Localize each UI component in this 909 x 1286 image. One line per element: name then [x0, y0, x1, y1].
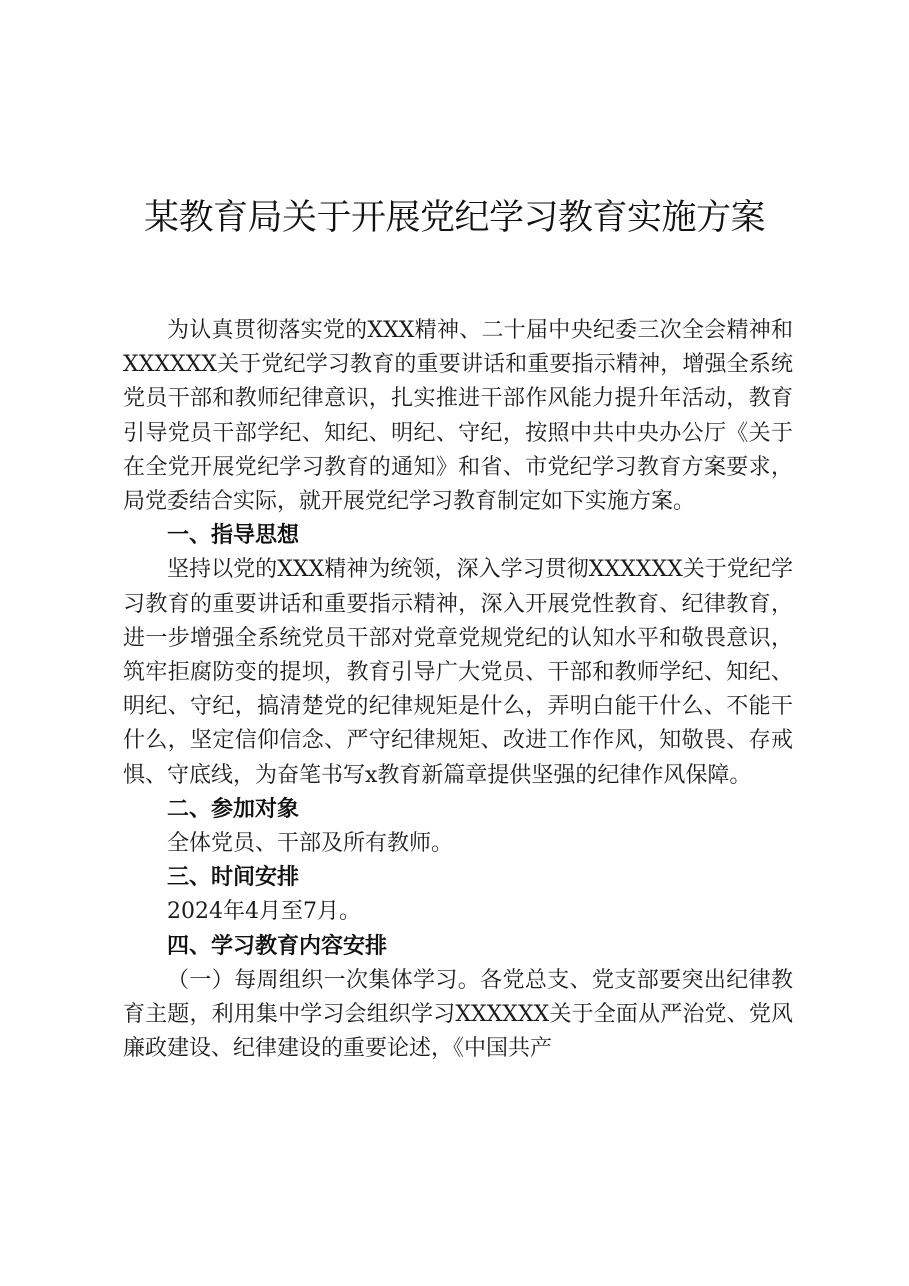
- section-heading-participants: 二、参加对象: [167, 796, 300, 822]
- section-heading-guiding-ideology: 一、指导思想: [167, 523, 300, 549]
- section-heading-schedule: 三、时间安排: [167, 865, 300, 891]
- section-heading-content-arrangement: 四、学习教育内容安排: [167, 933, 388, 959]
- document-body: [123, 314, 793, 1066]
- intro-paragraph: 为认真贯彻落实党的XXX精神、二十届中央纪委三次全会精神和XXXXXX关于党纪学习教育的重要讲话和重要指示精神，增强全系统党员干部和教师纪律意识，扎实推进干部作风能力提升年活动，教育引导党员干部学纪、知纪、明纪、守纪，按照中共中央办公厅《关于在全党开展党纪学习教育的通知》和省、市党纪学习教育方案要求，局党委结合实际，就开展党纪学习教育制定如下实施方案。: [123, 318, 793, 515]
- section-paragraph-guiding-ideology: 坚持以党的XXX精神为统领，深入学习贯彻XXXXXX关于党纪学习教育的重要讲话和重要指示精神，深入开展党性教育、纪律教育，进一步增强全系统党员干部对党章党规党纪的认知水平和敬畏意识，筑牢拒腐防变的提坝，教育引导广大党员、干部和教师学纪、知纪、明纪、守纪，搞清楚党的纪律规矩是什么，弄明白能干什么、不能干什么，坚定信仰信念、严守纪律规矩、改进工作作风，知敬畏、存戒惧、守底线，为奋笔书写x教育新篇章提供坚强的纪律作风保障。: [123, 557, 793, 788]
- section-paragraph-participants: 全体党员、干部及所有教师。: [167, 831, 454, 857]
- document-title: 某教育局关于开展党纪学习教育实施方案: [143, 198, 765, 238]
- section-paragraph-schedule: 2024年4月至7月。: [167, 899, 361, 925]
- item-lead: （一）每周组织一次集体学习。: [167, 967, 481, 993]
- item-text: 各党总支、党支部要突出纪律教育主题，利用集中学习会组织学习XXXXXX关于全面从严治党、党风廉政建设、纪律建设的重要论述，《中国共产: [123, 967, 793, 1062]
- section-paragraph-content-arrangement: [123, 964, 793, 1067]
